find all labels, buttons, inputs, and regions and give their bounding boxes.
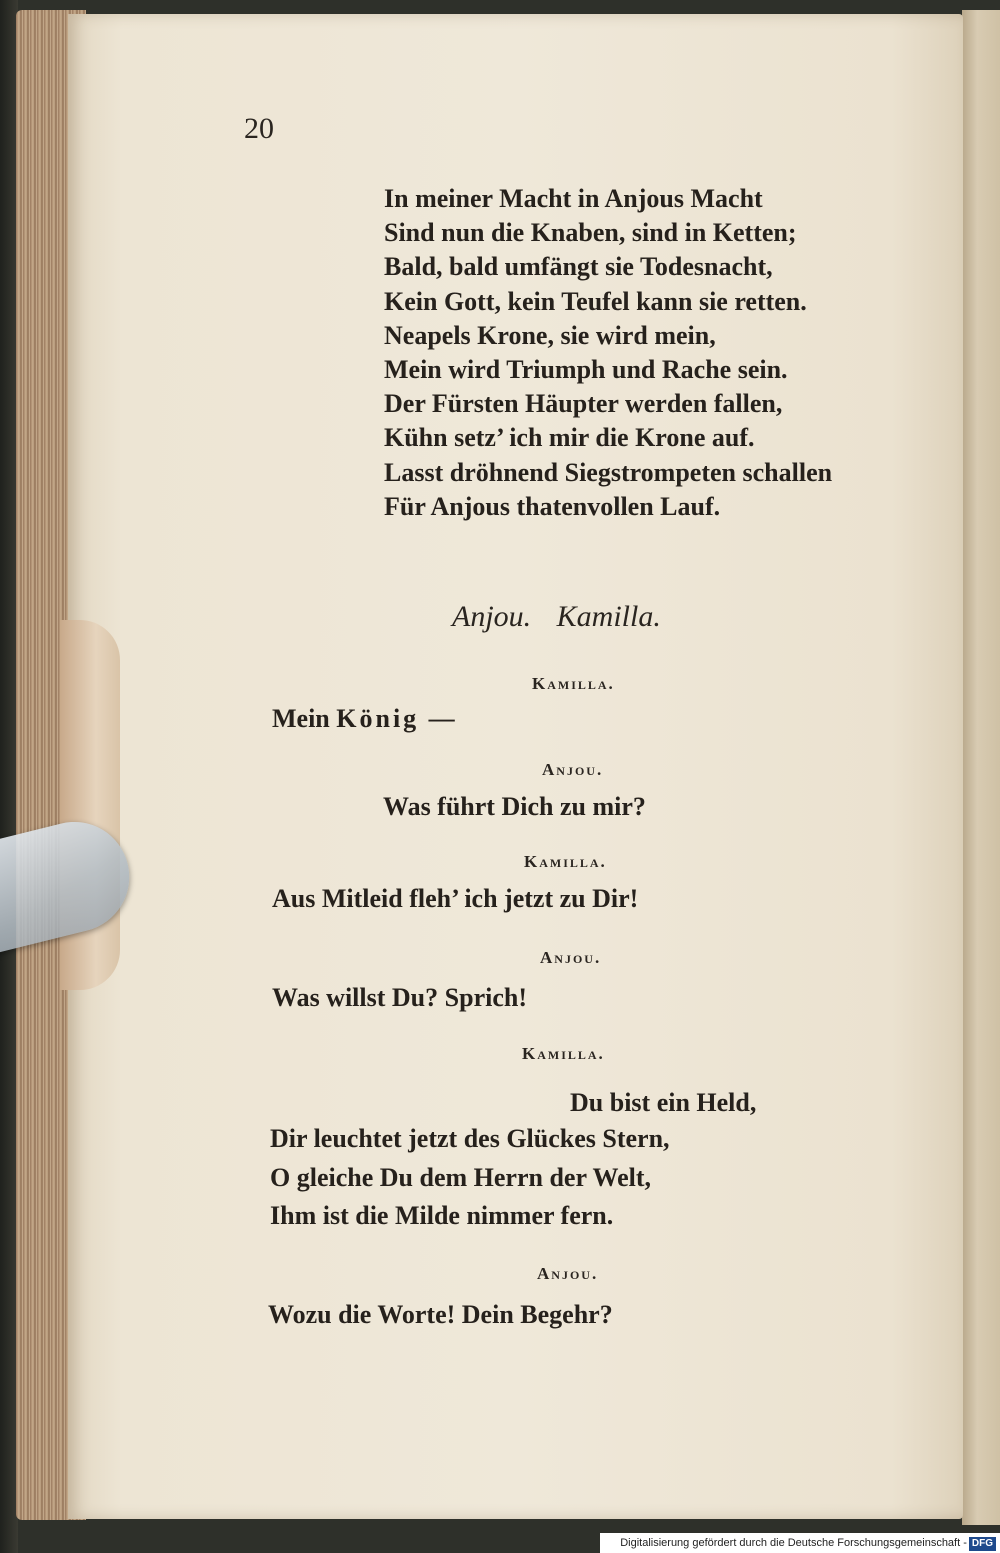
dfg-logo-icon: DFG [969, 1537, 996, 1551]
speech-line [272, 704, 458, 734]
page-number: 20 [244, 112, 274, 145]
speech-line: Du bist ein Held, [570, 1088, 757, 1117]
speech-line: Aus Mitleid fleh’ ich jetzt zu Dir! [272, 884, 639, 913]
verse-line: Kühn setz’ ich mir die Krone auf. [384, 423, 755, 453]
verse-line: Sind nun die Knaben, sind in Ketten; [384, 218, 797, 248]
speaker-name: Anjou. [537, 1264, 599, 1283]
verse-line: Mein wird Triumph und Rache sein. [384, 355, 788, 385]
speech-line: Wozu die Worte! Dein Begehr? [268, 1300, 613, 1329]
verse-line: Kein Gott, kein Teufel kann sie retten. [384, 286, 807, 316]
speech-line: Ihm ist die Milde nimmer fern. [270, 1201, 614, 1230]
credit-text: Digitalisierung gefördert durch die Deutsche Forschungsgemeinschaft - [620, 1537, 967, 1549]
verse-line: Der Fürsten Häupter werden fallen, [384, 389, 783, 419]
verse-line: Für Anjous thatenvollen Lauf. [384, 491, 721, 521]
verse-block [384, 182, 832, 524]
verse-line: Bald, bald umfängt sie Todesnacht, [384, 252, 773, 282]
verse-line: Lasst dröhnend Siegstrompeten schallen [384, 457, 833, 487]
speaker-name: Kamilla. [522, 1044, 605, 1063]
speech-word-emphasized: König — [336, 704, 458, 733]
digitization-credit [600, 1533, 1000, 1553]
speaker-name: Anjou. [540, 948, 602, 967]
speaker-name: Kamilla. [532, 674, 615, 693]
facing-page-edge [962, 10, 1000, 1525]
speech-line: Dir leuchtet jetzt des Glückes Stern, [270, 1124, 670, 1153]
verse-line: Neapels Krone, sie wird mein, [384, 320, 716, 350]
speech-word: Mein [272, 704, 330, 733]
speaker-name: Anjou. [542, 760, 604, 779]
scene-heading: Anjou. Kamilla. [452, 600, 661, 633]
speech-line: Was willst Du? Sprich! [272, 983, 527, 1012]
speaker-name: Kamilla. [524, 852, 607, 871]
speech-line: Was führt Dich zu mir? [383, 792, 646, 821]
speech-line: O gleiche Du dem Herrn der Welt, [270, 1163, 652, 1192]
verse-line: In meiner Macht in Anjous Macht [384, 184, 763, 213]
